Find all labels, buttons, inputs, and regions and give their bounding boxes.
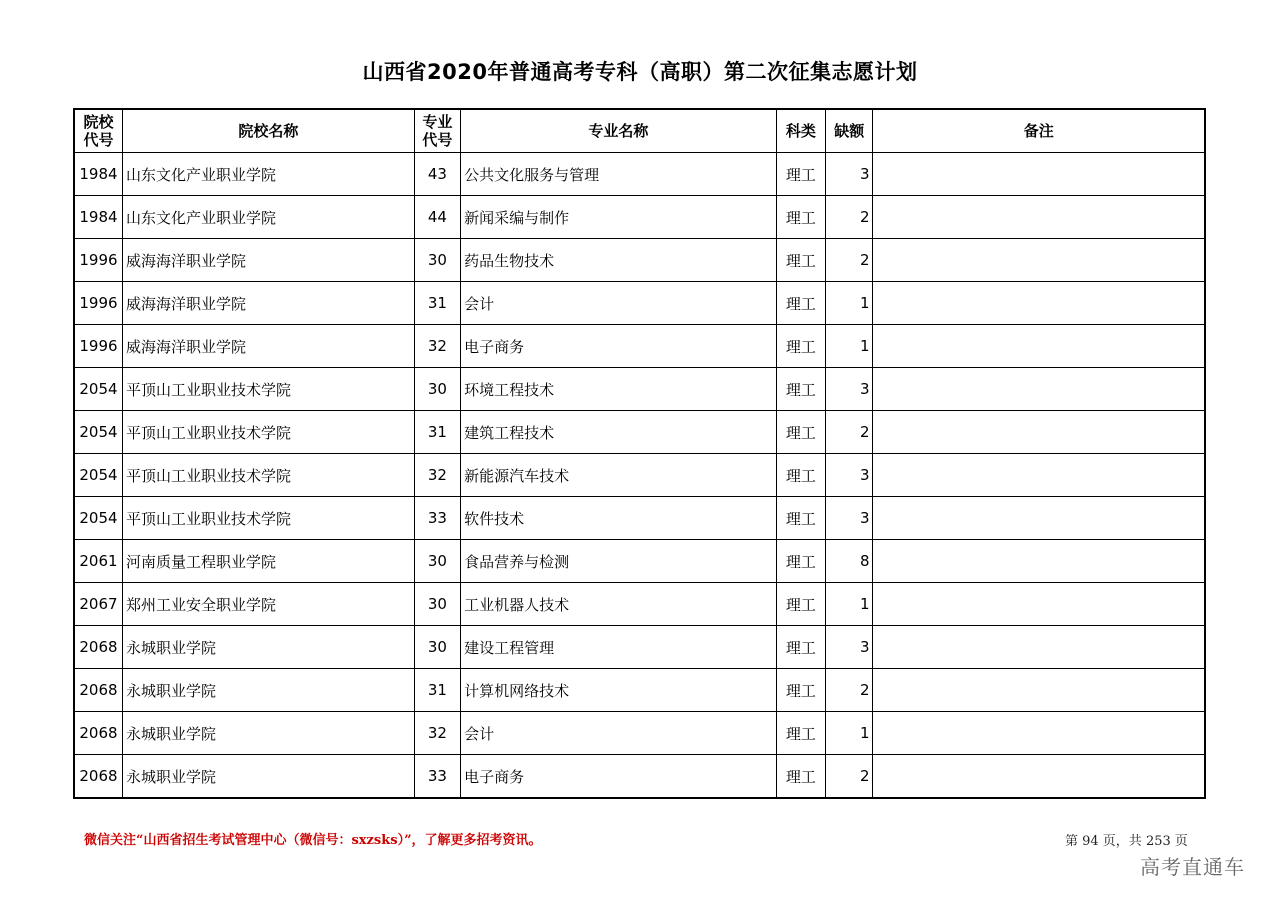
table-row <box>74 583 1205 626</box>
note-cell <box>873 368 1205 411</box>
subject-cell: 理工 <box>776 411 825 454</box>
major-name-cell: 软件技术 <box>461 497 776 540</box>
subject-cell: 理工 <box>776 755 825 799</box>
table-row <box>74 239 1205 282</box>
note-cell <box>873 497 1205 540</box>
school-name-cell: 永城职业学院 <box>122 755 414 799</box>
quota-cell: 1 <box>826 712 873 755</box>
header-major-code-line2: 代号 <box>422 131 453 149</box>
page-number: 第 94 页，共 253 页 <box>1065 834 1188 849</box>
table-row <box>74 497 1205 540</box>
subject-cell: 理工 <box>776 497 825 540</box>
note-cell <box>873 153 1205 196</box>
quota-cell: 1 <box>826 583 873 626</box>
quota-cell: 3 <box>826 626 873 669</box>
header-major-code-line1: 专业 <box>422 113 453 131</box>
school-name-cell: 平顶山工业职业技术学院 <box>122 454 414 497</box>
school-name-cell: 永城职业学院 <box>122 712 414 755</box>
table-row <box>74 368 1205 411</box>
quota-cell: 3 <box>826 368 873 411</box>
subject-cell: 理工 <box>776 282 825 325</box>
quota-cell: 2 <box>826 411 873 454</box>
subject-cell: 理工 <box>776 325 825 368</box>
table-body <box>74 153 1205 799</box>
note-cell <box>873 583 1205 626</box>
major-name-cell: 会计 <box>461 712 776 755</box>
school-name-cell: 平顶山工业职业技术学院 <box>122 411 414 454</box>
subject-cell: 理工 <box>776 196 825 239</box>
major-code-cell: 30 <box>414 368 460 411</box>
school-name-cell: 威海海洋职业学院 <box>122 239 414 282</box>
note-cell <box>873 712 1205 755</box>
major-code-cell: 30 <box>414 626 460 669</box>
subject-cell: 理工 <box>776 540 825 583</box>
school-name-cell: 山东文化产业职业学院 <box>122 153 414 196</box>
note-cell <box>873 454 1205 497</box>
major-code-cell: 33 <box>414 755 460 799</box>
note-cell <box>873 282 1205 325</box>
quota-cell: 3 <box>826 153 873 196</box>
wechat-notice: 微信关注“山西省招生考试管理中心（微信号：sxzsks）”，了解更多招考资讯。 <box>84 833 542 848</box>
subject-cell: 理工 <box>776 583 825 626</box>
quota-cell: 2 <box>826 239 873 282</box>
school-name-cell: 威海海洋职业学院 <box>122 325 414 368</box>
major-name-cell: 电子商务 <box>461 325 776 368</box>
school-code-cell: 1996 <box>74 282 122 325</box>
major-code-cell: 32 <box>414 454 460 497</box>
table-row <box>74 196 1205 239</box>
school-name-cell: 平顶山工业职业技术学院 <box>122 368 414 411</box>
school-name-cell: 郑州工业安全职业学院 <box>122 583 414 626</box>
quota-cell: 1 <box>826 282 873 325</box>
major-code-cell: 31 <box>414 411 460 454</box>
school-code-cell: 1996 <box>74 239 122 282</box>
school-name-cell: 河南质量工程职业学院 <box>122 540 414 583</box>
school-code-cell: 2054 <box>74 368 122 411</box>
major-code-cell: 32 <box>414 712 460 755</box>
note-cell <box>873 626 1205 669</box>
subject-cell: 理工 <box>776 368 825 411</box>
school-code-cell: 2054 <box>74 497 122 540</box>
major-code-cell: 44 <box>414 196 460 239</box>
school-code-cell: 1996 <box>74 325 122 368</box>
major-name-cell: 新能源汽车技术 <box>461 454 776 497</box>
major-name-cell: 药品生物技术 <box>461 239 776 282</box>
subject-cell: 理工 <box>776 669 825 712</box>
table-row <box>74 153 1205 196</box>
major-name-cell: 建设工程管理 <box>461 626 776 669</box>
major-code-cell: 30 <box>414 540 460 583</box>
subject-cell: 理工 <box>776 239 825 282</box>
school-code-cell: 2068 <box>74 626 122 669</box>
table-row <box>74 411 1205 454</box>
header-school-code-line1: 院校 <box>83 113 114 131</box>
school-code-cell: 2054 <box>74 454 122 497</box>
school-code-cell: 2067 <box>74 583 122 626</box>
note-cell <box>873 196 1205 239</box>
header-school-name: 院校名称 <box>122 109 414 153</box>
header-school-code <box>74 109 122 153</box>
major-name-cell: 会计 <box>461 282 776 325</box>
header-note: 备注 <box>873 109 1205 153</box>
major-name-cell: 环境工程技术 <box>461 368 776 411</box>
quota-cell: 2 <box>826 755 873 799</box>
major-code-cell: 31 <box>414 669 460 712</box>
school-name-cell: 山东文化产业职业学院 <box>122 196 414 239</box>
header-quota: 缺额 <box>826 109 873 153</box>
enrollment-plan-table <box>73 108 1206 799</box>
major-name-cell: 电子商务 <box>461 755 776 799</box>
table-row <box>74 282 1205 325</box>
school-code-cell: 1984 <box>74 196 122 239</box>
major-code-cell: 43 <box>414 153 460 196</box>
header-school-code-line2: 代号 <box>83 131 114 149</box>
note-cell <box>873 325 1205 368</box>
school-code-cell: 2068 <box>74 712 122 755</box>
school-code-cell: 2061 <box>74 540 122 583</box>
header-major-code <box>414 109 460 153</box>
table-header-row <box>74 109 1205 153</box>
note-cell <box>873 669 1205 712</box>
school-name-cell: 永城职业学院 <box>122 626 414 669</box>
table-row <box>74 755 1205 799</box>
header-major-name: 专业名称 <box>461 109 776 153</box>
school-code-cell: 2068 <box>74 755 122 799</box>
major-name-cell: 建筑工程技术 <box>461 411 776 454</box>
quota-cell: 2 <box>826 669 873 712</box>
quota-cell: 1 <box>826 325 873 368</box>
quota-cell: 8 <box>826 540 873 583</box>
subject-cell: 理工 <box>776 712 825 755</box>
school-code-cell: 2068 <box>74 669 122 712</box>
subject-cell: 理工 <box>776 626 825 669</box>
table-row <box>74 454 1205 497</box>
major-code-cell: 33 <box>414 497 460 540</box>
subject-cell: 理工 <box>776 454 825 497</box>
watermark-logo: 高考直通车 <box>1140 855 1245 879</box>
table-row <box>74 669 1205 712</box>
major-name-cell: 公共文化服务与管理 <box>461 153 776 196</box>
quota-cell: 2 <box>826 196 873 239</box>
major-code-cell: 30 <box>414 583 460 626</box>
table-row <box>74 712 1205 755</box>
header-subject: 科类 <box>776 109 825 153</box>
major-name-cell: 新闻采编与制作 <box>461 196 776 239</box>
table-row <box>74 325 1205 368</box>
major-name-cell: 工业机器人技术 <box>461 583 776 626</box>
subject-cell: 理工 <box>776 153 825 196</box>
quota-cell: 3 <box>826 454 873 497</box>
table-row <box>74 626 1205 669</box>
table-row <box>74 540 1205 583</box>
major-name-cell: 计算机网络技术 <box>461 669 776 712</box>
school-code-cell: 1984 <box>74 153 122 196</box>
note-cell <box>873 755 1205 799</box>
quota-cell: 3 <box>826 497 873 540</box>
school-name-cell: 永城职业学院 <box>122 669 414 712</box>
page-title: 山西省2020年普通高考专科（高职）第二次征集志愿计划 <box>362 60 918 84</box>
major-code-cell: 32 <box>414 325 460 368</box>
note-cell <box>873 411 1205 454</box>
school-name-cell: 平顶山工业职业技术学院 <box>122 497 414 540</box>
school-code-cell: 2054 <box>74 411 122 454</box>
major-code-cell: 31 <box>414 282 460 325</box>
note-cell <box>873 540 1205 583</box>
major-code-cell: 30 <box>414 239 460 282</box>
school-name-cell: 威海海洋职业学院 <box>122 282 414 325</box>
note-cell <box>873 239 1205 282</box>
major-name-cell: 食品营养与检测 <box>461 540 776 583</box>
